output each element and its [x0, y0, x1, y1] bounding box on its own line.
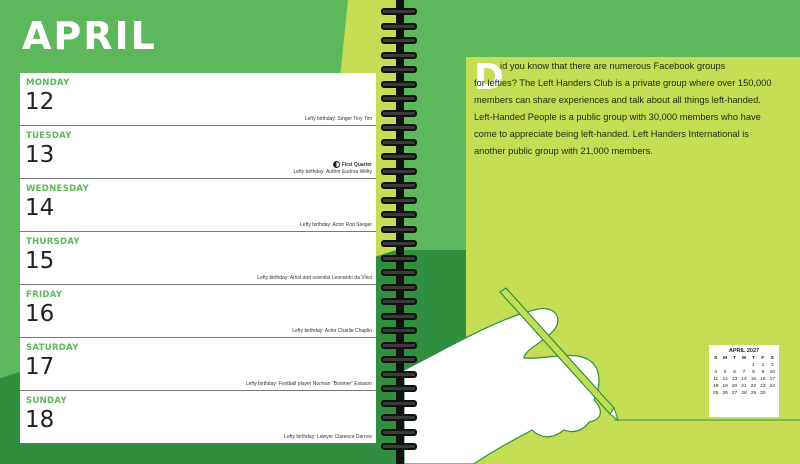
spiral-coil — [381, 110, 417, 117]
day-row-sunday[interactable] — [20, 391, 376, 444]
day-row-thursday[interactable] — [20, 232, 376, 285]
mini-calendar-day: 2 — [761, 363, 765, 368]
spiral-binding — [381, 8, 417, 458]
day-note: Lefty birthday: Football player Norman “Boomer” Esiason — [245, 381, 372, 387]
spiral-coil — [381, 168, 417, 175]
mini-calendar-day: 24 — [769, 384, 775, 389]
mini-calendar — [709, 345, 779, 417]
day-number: 14 — [25, 195, 55, 221]
spiral-coil — [381, 81, 417, 88]
mini-calendar-day — [768, 391, 777, 396]
day-note: Lefty birthday: Lawyer Clarence Darrow — [284, 434, 372, 440]
spiral-coil — [381, 8, 417, 15]
spiral-coil — [381, 414, 417, 421]
left-page — [0, 0, 396, 464]
fact-body: for lefties? The Left Handers Club is a private group where over 150,000 members can share experiences and talk about all things left-handed. Left-Handed People is a public group with 30,000 members who have come to appreciate being left-handed. Left Handers International is another public group with 21,000 members. — [474, 78, 772, 156]
day-number: 12 — [25, 89, 55, 115]
mini-calendar-day — [720, 363, 729, 368]
fact-paragraph — [474, 61, 774, 160]
spiral-coil — [381, 255, 417, 262]
mini-calendar-day: 10 — [769, 370, 775, 375]
day-note: Lefty birthday: Actor Rod Steiger — [300, 222, 372, 228]
day-row-tuesday[interactable] — [20, 126, 376, 179]
mini-calendar-weekday: W — [741, 356, 747, 361]
mini-calendar-day: 29 — [750, 391, 757, 396]
day-row-monday[interactable] — [20, 73, 376, 126]
mini-calendar-day: 7 — [742, 370, 746, 375]
fact-first-line: id you know that there are numerous Facebook groups — [500, 61, 726, 71]
day-name: SUNDAY — [26, 396, 67, 406]
month-title: APRIL — [22, 14, 157, 58]
mini-calendar-weekday: S — [770, 356, 774, 361]
day-name: WEDNESDAY — [26, 184, 89, 194]
mini-calendar-day: 19 — [722, 384, 728, 389]
mini-calendar-day: 18 — [713, 384, 719, 389]
mini-calendar-day: 26 — [722, 391, 728, 396]
day-note: Lefty birthday: Singer Tiny Tim — [304, 116, 372, 122]
day-row-wednesday[interactable] — [20, 179, 376, 232]
spiral-coil — [381, 182, 417, 189]
mini-calendar-day — [739, 363, 748, 368]
mini-calendar-day: 28 — [741, 391, 747, 396]
mini-calendar-day: 9 — [761, 370, 765, 375]
mini-calendar-day: 11 — [713, 377, 719, 382]
mini-calendar-day: 4 — [714, 370, 718, 375]
spiral-coil — [381, 429, 417, 436]
mini-calendar-day: 14 — [741, 377, 747, 382]
mini-calendar-day: 17 — [769, 377, 775, 382]
mini-calendar-day: 23 — [760, 384, 766, 389]
day-note: Lefty birthday: Actor Charlie Chaplin — [292, 328, 372, 334]
spiral-coil — [381, 284, 417, 291]
spiral-coil — [381, 52, 417, 59]
mini-calendar-day: 8 — [752, 370, 755, 375]
spiral-coil — [381, 327, 417, 334]
spiral-coil — [381, 385, 417, 392]
mini-calendar-day: 15 — [750, 377, 757, 382]
spiral-coil — [381, 342, 417, 349]
mini-calendar-day: 22 — [750, 384, 757, 389]
day-number: 15 — [25, 248, 55, 274]
spiral-coil — [381, 197, 417, 204]
spiral-coil — [381, 356, 417, 363]
spiral-coil — [381, 400, 417, 407]
mini-calendar-day: 6 — [733, 370, 736, 375]
spiral-coil — [381, 240, 417, 247]
day-name: THURSDAY — [26, 237, 80, 247]
mini-calendar-day: 16 — [760, 377, 766, 382]
mini-calendar-weekday: T — [733, 356, 737, 361]
mini-calendar-day: 20 — [731, 384, 738, 389]
spiral-coil — [381, 371, 417, 378]
spiral-coil — [381, 211, 417, 218]
moon-first-quarter-icon — [333, 161, 340, 168]
mini-calendar-day — [711, 363, 720, 368]
week-days-panel — [20, 73, 376, 443]
spiral-coil — [381, 95, 417, 102]
day-number: 13 — [25, 142, 55, 168]
day-name: TUESDAY — [26, 131, 72, 141]
mini-calendar-weekday: F — [761, 356, 765, 361]
spiral-coil — [381, 124, 417, 131]
mini-calendar-day: 21 — [741, 384, 747, 389]
moon-phase-text: First Quarter — [341, 161, 372, 168]
mini-calendar-day: 12 — [722, 377, 728, 382]
mini-calendar-day: 3 — [770, 363, 774, 368]
moon-phase-label — [333, 161, 372, 168]
day-row-friday[interactable] — [20, 285, 376, 338]
day-number: 17 — [25, 354, 55, 380]
spiral-coil — [381, 313, 417, 320]
spiral-coil — [381, 226, 417, 233]
mini-calendar-day: 5 — [723, 370, 727, 375]
right-page — [404, 0, 800, 464]
spiral-coil — [381, 139, 417, 146]
day-number: 16 — [25, 301, 55, 327]
day-note: Lefty birthday: Artist and scientist Leonardo da Vinci — [257, 275, 372, 281]
day-name: FRIDAY — [26, 290, 63, 300]
spiral-coil — [381, 298, 417, 305]
mini-calendar-weekday: T — [751, 356, 755, 361]
mini-calendar-day: 13 — [731, 377, 738, 382]
spiral-coil — [381, 37, 417, 44]
spiral-coil — [381, 23, 417, 30]
day-row-saturday[interactable] — [20, 338, 376, 391]
mini-calendar-title: APRIL 2027 — [728, 348, 760, 354]
day-name: MONDAY — [26, 78, 70, 88]
spiral-coil — [381, 153, 417, 160]
day-name: SATURDAY — [26, 343, 79, 353]
spiral-coil — [381, 269, 417, 276]
mini-calendar-day — [730, 363, 739, 368]
mini-calendar-weekday: M — [723, 356, 728, 361]
mini-calendar-weekday: S — [714, 356, 718, 361]
mini-calendar-day: 30 — [760, 391, 766, 396]
mini-calendar-grid — [711, 356, 777, 396]
mini-calendar-day: 25 — [713, 391, 719, 396]
spiral-coil — [381, 443, 417, 450]
mini-calendar-day: 1 — [752, 363, 755, 368]
day-note: Lefty birthday: Author Eudora Welty — [293, 169, 372, 175]
day-number: 18 — [25, 407, 55, 433]
spiral-coil — [381, 66, 417, 73]
drop-cap: D — [474, 57, 504, 98]
mini-calendar-day: 27 — [731, 391, 738, 396]
